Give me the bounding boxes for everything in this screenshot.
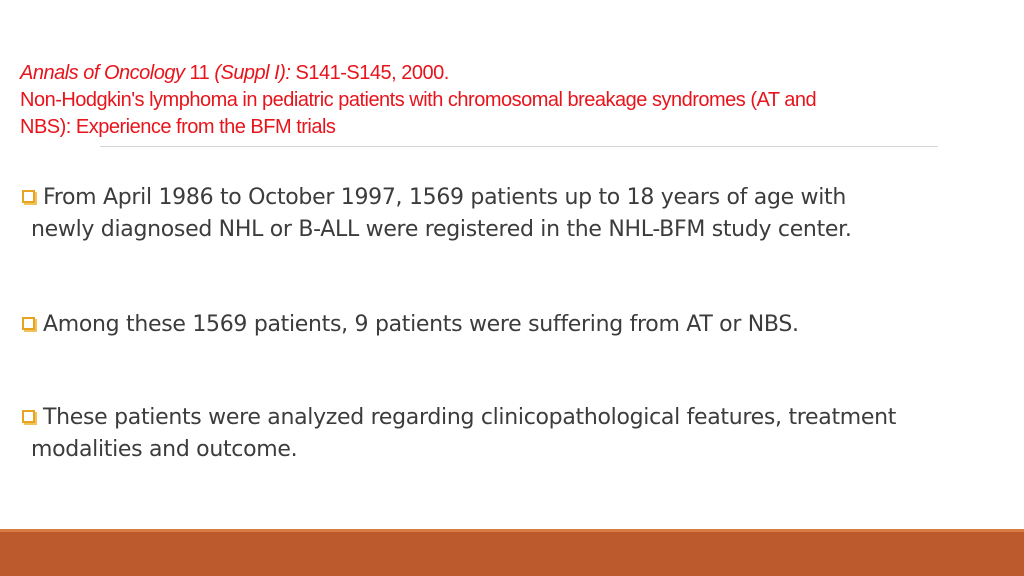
title-divider <box>100 146 938 147</box>
bullet-text-line-2: newly diagnosed NHL or B-ALL were registered in the NHL-BFM study center. <box>31 217 852 242</box>
bullet-item <box>22 309 1017 341</box>
bullet-item <box>22 182 1017 246</box>
bullet-text-line-2: modalities and outcome. <box>31 437 298 462</box>
hollow-square-bullet-icon <box>22 317 35 330</box>
journal-volume: 11 <box>184 62 215 84</box>
journal-name: Annals of Oncology <box>20 62 185 84</box>
article-title-line-1: Non-Hodgkin's lymphoma in pediatric patients with chromosomal breakage syndromes (AT and <box>20 89 817 111</box>
bullet-item <box>22 402 1017 466</box>
article-title-line-2: NBS): Experience from the BFM trials <box>20 116 336 138</box>
citation-line <box>20 60 1010 87</box>
bullet-text-line-1: These patients were analyzed regarding clinicopathological features, treatment <box>43 405 897 430</box>
footer-bar <box>0 532 1024 576</box>
bullet-text-line-1: From April 1986 to October 1997, 1569 patients up to 18 years of age with <box>43 185 847 210</box>
hollow-square-bullet-icon <box>22 190 35 203</box>
journal-supplement: (Suppl I): <box>214 62 291 84</box>
journal-pages: S141-S145, 2000. <box>290 62 449 84</box>
hollow-square-bullet-icon <box>22 410 35 423</box>
slide-title <box>20 60 1010 141</box>
bullet-text-line-1: Among these 1569 patients, 9 patients were suffering from AT or NBS. <box>43 312 799 337</box>
